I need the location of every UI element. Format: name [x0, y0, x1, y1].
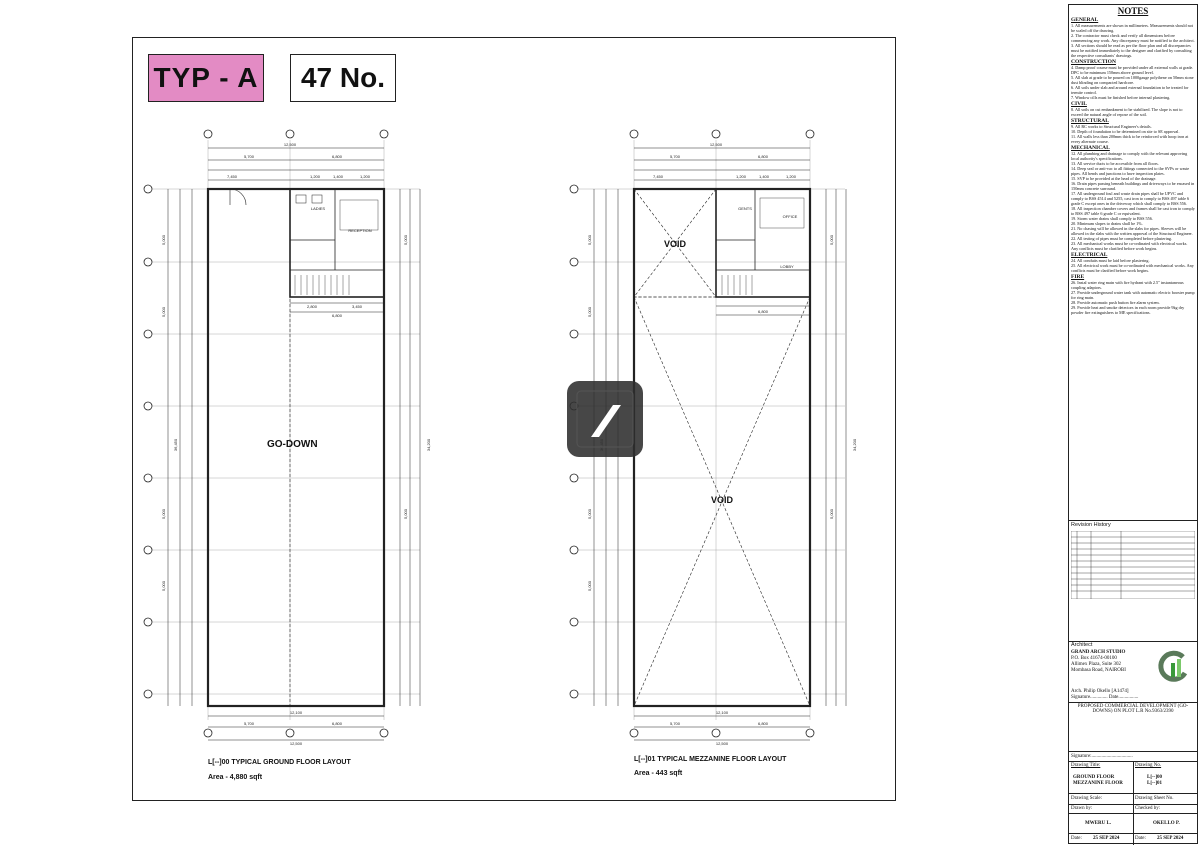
note-item: 19. Storm water drains shall comply to BSS 556. — [1071, 216, 1153, 221]
scale-divider — [1069, 793, 1197, 794]
drawn-divider — [1069, 804, 1197, 805]
signature-divider — [1069, 751, 1197, 752]
architect-signature: Signature.............. Date................ — [1071, 695, 1139, 700]
note-item: 3. All sections should be read as per the floor plan and all discrepancies must be notified immediately to the designer and clarified by consulting the respective consultants' drawings. — [1071, 43, 1192, 58]
architect-label: Architect — [1071, 642, 1093, 648]
firm-name: GRAND ARCH STUDIO — [1071, 650, 1126, 655]
grid-bubbles — [144, 130, 814, 737]
checked-date: 25 SEP 2024 — [1157, 836, 1184, 841]
dim-text: 5,000 — [587, 306, 592, 318]
dim-text: 5,000 — [829, 508, 834, 520]
note-item: 27. Provide underground water tank with automatic electric booster pump for ring main. — [1071, 290, 1195, 300]
revision-history-label: Revision History — [1071, 522, 1111, 528]
dim-text: 6,800 — [331, 154, 343, 159]
mezzanine-floor-title: L[--]01 TYPICAL MEZZANINE FLOOR LAYOUT — [634, 756, 787, 763]
ground-floor-area: Area - 4,880 sqft — [208, 774, 263, 781]
dim-text: 1,400 — [758, 174, 770, 179]
dim-text: 12,500 — [289, 741, 303, 746]
signature-field: Signature:................................. — [1071, 754, 1133, 759]
note-item: 16. Drain pipes passing beneath buildings and driveways to be encased in 150mm concrete surround. — [1071, 181, 1195, 191]
dim-text: 6,800 — [331, 721, 343, 726]
dim-text: 5,000 — [161, 508, 166, 520]
drawing-number-2: L[--]01 — [1147, 781, 1162, 786]
dim-text: 7,450 — [226, 174, 238, 179]
drawing-title-2: MEZZANINE FLOOR — [1073, 781, 1123, 786]
firm-address-line: Allimex Plaza, Suite 302 — [1071, 662, 1121, 667]
dim-text: OFFICE — [782, 214, 798, 219]
project-divider — [1069, 702, 1197, 703]
notes-list — [1069, 18, 1197, 315]
dim-text: 5,000 — [161, 234, 166, 246]
note-item: 1. All measurements are shown in millimeters. Measurements should not be scaled off the drawing. — [1071, 23, 1193, 33]
note-item: 13. All service ducts to be accessible from all floors. — [1071, 161, 1159, 166]
dim-text: RECEPTION — [348, 228, 372, 233]
note-item: 12. All plumbing and drainage to comply with the relevant approving local authority's specifications. — [1071, 151, 1188, 161]
ga-logo-icon — [1155, 649, 1193, 683]
date-label: Date: — [1135, 836, 1146, 841]
drawing-title-1: GROUND FLOOR — [1073, 775, 1115, 780]
drawn-by-name: MWERU L. — [1085, 821, 1112, 826]
dimension-texts — [161, 142, 857, 746]
dim-text: 6,800 — [757, 721, 769, 726]
drawing-number-1: L[--]00 — [1147, 775, 1162, 780]
note-item: 4. Damp proof course must be provided under all external walls at grade. DPC to be minimum 150mm above ground level. — [1071, 65, 1194, 75]
dim-text: 34,200 — [426, 438, 431, 452]
dim-text: 7,450 — [652, 174, 664, 179]
note-item: 14. Deep seal or anti-vac to all fittings connected to the SVPs or waste pipes. All bends and junctions to have inspection plates. — [1071, 166, 1190, 176]
checked-by-label: Checked by: — [1135, 806, 1161, 811]
note-item: 7. Window cills must be finished before internal plastering. — [1071, 95, 1171, 100]
type-badge: TYP - A — [148, 54, 264, 102]
dim-text: 12,500 — [715, 741, 729, 746]
project-title: PROPOSED COMMERCIAL DEVELOPMENT (GO-DOWNS) ON PLOT L.R No.9363/2390 — [1077, 704, 1189, 714]
ground-floor-title: L[--]00 TYPICAL GROUND FLOOR LAYOUT — [208, 759, 351, 766]
notes-heading: CONSTRUCTION — [1071, 59, 1116, 65]
dim-text: 6,800 — [757, 309, 769, 314]
note-item: 10. Depth of foundation to be determined on site to SE approval. — [1071, 129, 1180, 134]
firm-address-line: Mombasa Road, NAIROBI — [1071, 668, 1126, 673]
mezzanine-floor-area: Area - 443 sqft — [634, 770, 683, 777]
dim-text: 3,450 — [351, 304, 363, 309]
dim-text: 1,200 — [359, 174, 371, 179]
void-label-top: VOID — [664, 239, 687, 249]
note-item: 8. All soils on cut embankment to be stabilized. The slope is not to exceed the natural angle of repose of the soil. — [1071, 107, 1183, 117]
dim-text: 5,700 — [243, 721, 255, 726]
notes-heading: STRUCTURAL — [1071, 118, 1109, 124]
note-item: 5. All slab at grade to be poured on 1000gauge polythene on 50mm stone dust blinding on compacted hardcore. — [1071, 75, 1194, 85]
go-down-label: GO-DOWN — [267, 439, 318, 450]
dim-text: 1,400 — [332, 174, 344, 179]
dim-text: 5,000 — [587, 508, 592, 520]
note-item: 17. All underground foul and waste drain pipes shall be UPVC and comply to BSS 4514 and 5255, cast iron to comply to BSS 497 table 6 grade C except ones in the driveway which shall comply to BSS 556. — [1071, 191, 1190, 206]
dim-text: 1,200 — [785, 174, 797, 179]
checked-by-name: OKELLO P. — [1153, 821, 1180, 826]
revision-divider — [1069, 520, 1197, 521]
architect-name: Arch. Philip Okello [A1474] — [1071, 689, 1129, 694]
drawing-title-label: Drawing Title: — [1071, 763, 1101, 768]
dim-text: 5,000 — [829, 234, 834, 246]
drawing-no-label: Drawing No. — [1135, 763, 1162, 768]
drawn-date: 25 SEP 2024 — [1093, 836, 1120, 841]
dim-text: 6,800 — [331, 313, 343, 318]
note-item: 26. Instal water ring main with fire hydrant with 2.5" instantaneous coupling adaptors. — [1071, 280, 1184, 290]
notes-heading: MECHANICAL — [1071, 145, 1110, 151]
dim-text: 5,000 — [403, 508, 408, 520]
dim-text: 1,200 — [309, 174, 321, 179]
dim-text: 5,000 — [587, 580, 592, 592]
grid-lines — [150, 140, 845, 720]
drawing-scale-label: Drawing Scale: — [1071, 796, 1102, 801]
notes-title: NOTES — [1117, 6, 1149, 16]
date-label: Date: — [1071, 836, 1082, 841]
note-item: 29. Provide heat and smoke detectors in each room provide 9kg dry powder fire extinguishers to ME specifications. — [1071, 305, 1185, 315]
note-item: 24. All conduits must be laid before plastering. — [1071, 258, 1150, 263]
firm-address-line: P.O. Box 41674-00100 — [1071, 656, 1117, 661]
dim-text: 12,500 — [709, 142, 723, 147]
note-item: 23. All mechanical works must be co-ordinated with electrical works. Any conflicts must be clarified before work begins. — [1071, 241, 1188, 251]
note-item: 25. All electrical work must be co-ordinated with mechanical works. Any conflicts must be clarified before work begins. — [1071, 263, 1194, 273]
dim-text: 1,200 — [735, 174, 747, 179]
notes-heading: FIRE — [1071, 274, 1085, 280]
date-divider — [1069, 833, 1197, 834]
slash-logo-icon — [567, 381, 643, 457]
notes-heading: CIVIL — [1071, 101, 1087, 107]
dim-text: 12,100 — [715, 710, 729, 715]
note-item: 15. SVP to be provided at the head of the drainage. — [1071, 176, 1157, 181]
note-item: 20. Minimum slopes to drains shall be 1%. — [1071, 221, 1143, 226]
note-item: 11. All walls less than 200mm thick to be reinforced with hoop iron at every alternate course. — [1071, 134, 1189, 144]
note-item: 28. Provide automatic push button fire alarm system. — [1071, 300, 1160, 305]
void-label-main: VOID — [711, 495, 734, 505]
dim-text: 5,700 — [243, 154, 255, 159]
dim-text: 5,000 — [403, 234, 408, 246]
dim-text: 34,200 — [852, 438, 857, 452]
notes-heading: ELECTRICAL — [1071, 252, 1108, 258]
names-divider — [1069, 813, 1197, 814]
note-item: 6. All soils under slab and around external foundation to be treated for termite control. — [1071, 85, 1189, 95]
note-item: 21. No chasing will be allowed in the slabs for pipes. Sleeves will be allowed in the slabs with the written approval of the Structural Engineer. — [1071, 226, 1193, 236]
title-block — [1068, 4, 1198, 844]
dim-text: 6,800 — [757, 154, 769, 159]
revision-table — [1071, 531, 1195, 599]
note-item: 22. All testing of pipes must be completed before plastering. — [1071, 236, 1173, 241]
drawn-by-label: Drawn by: — [1071, 806, 1093, 811]
unit-count-badge: 47 No. — [290, 54, 396, 102]
dim-text: 5,000 — [587, 234, 592, 246]
dim-text: LADIES — [310, 206, 326, 211]
dim-text: 2,800 — [306, 304, 318, 309]
dim-text: LOBBY — [780, 264, 794, 269]
dim-text: 12,500 — [283, 142, 297, 147]
dim-text: 12,100 — [289, 710, 303, 715]
note-item: 9. All RC works to Structural Engineer's details. — [1071, 124, 1152, 129]
dim-text: 36,450 — [173, 438, 178, 452]
drawing-sheet-label: Drawing Sheet No. — [1135, 796, 1174, 801]
notes-heading: GENERAL — [1071, 17, 1099, 23]
dim-text: 5,000 — [161, 580, 166, 592]
dim-text: 5,700 — [669, 154, 681, 159]
dim-text: 5,000 — [161, 306, 166, 318]
dim-text: 5,700 — [669, 721, 681, 726]
note-item: 2. The contractor must check and verify all dimensions before commencing any work. Any discrepancy must be notified to the architect. — [1071, 33, 1195, 43]
note-item: 18. All inspection chamber covers and frames shall be cast iron to comply to BSS 497 table 6 grade C or equivalent. — [1071, 206, 1195, 216]
dim-text: GENTS — [738, 206, 752, 211]
